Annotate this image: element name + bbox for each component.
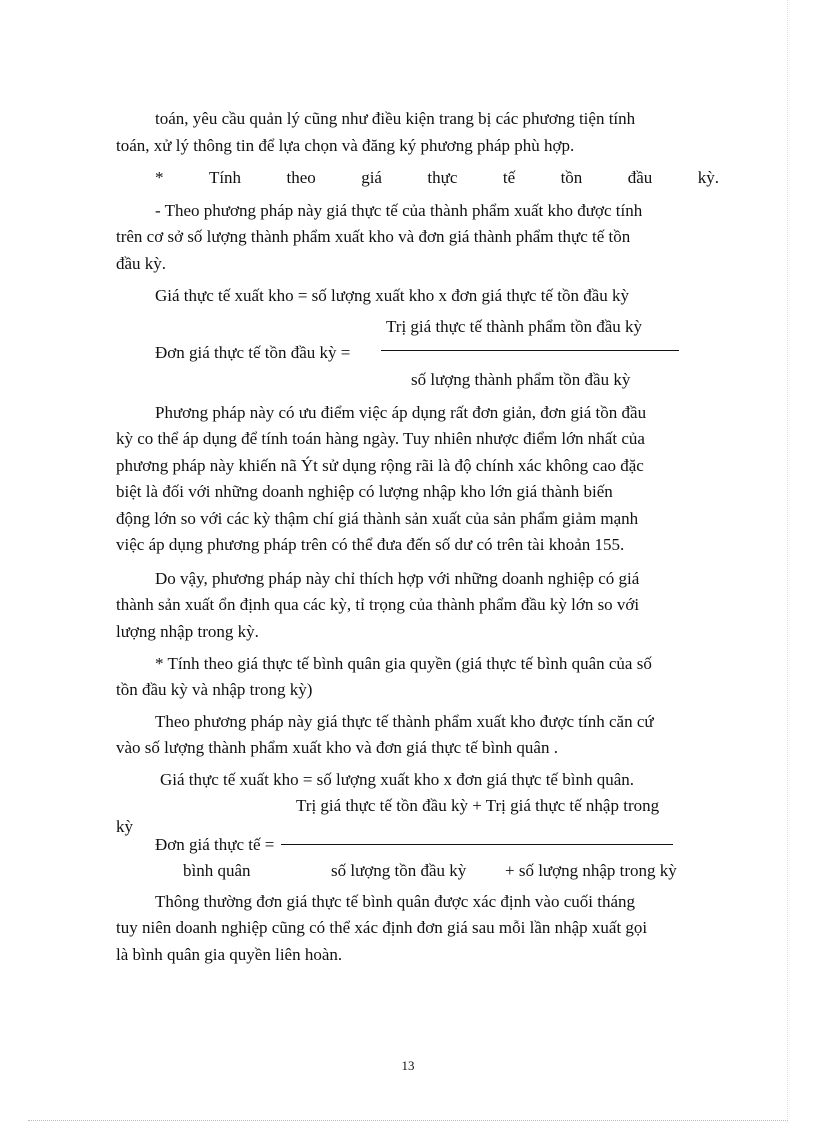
page-edge bbox=[787, 0, 788, 1123]
formula-line: Giá thực tế xuất kho = số lượng xuất kho x đơn giá thực tế tồn đầu kỳ bbox=[155, 286, 629, 305]
fraction-numerator-wrap: kỳ bbox=[116, 817, 133, 836]
text-line: thành sản xuất ổn định qua các kỳ, tỉ trọng của thành phẩm đầu kỳ lớn so với bbox=[116, 595, 640, 614]
page-number: 13 bbox=[401, 1058, 415, 1073]
text-line: toán, xử lý thông tin để lựa chọn và đăng ký phương pháp phù hợp. bbox=[116, 136, 575, 155]
formula-label: bình quân bbox=[183, 861, 251, 880]
text-line: là bình quân gia quyền liên hoàn. bbox=[116, 945, 343, 964]
formula-line: Giá thực tế xuất kho = số lượng xuất kho x đơn giá thực tế bình quân. bbox=[160, 770, 634, 789]
heading-word: đầu bbox=[627, 168, 653, 187]
text-line: tuy niên doanh nghiệp cũng có thể xác định đơn giá sau mỗi lần nhập xuất gọi bbox=[116, 918, 648, 937]
text-line: đầu kỳ. bbox=[116, 254, 167, 273]
heading-method-1 bbox=[155, 169, 719, 186]
heading-word: tồn bbox=[560, 168, 583, 187]
heading-word: Tính bbox=[208, 168, 242, 187]
text-line: việc áp dụng phương pháp trên có thể đưa đến số dư có trên tài khoản 155. bbox=[116, 535, 625, 554]
text-line: Thông thường đơn giá thực tế bình quân được xác định vào cuối tháng bbox=[155, 892, 635, 911]
text-line: kỳ co thể áp dụng để tính toán hàng ngày. Tuy nhiên nhược điểm lớn nhất của bbox=[116, 429, 645, 448]
text-line: trên cơ sở số lượng thành phẩm xuất kho và đơn giá thành phẩm thực tế tồn bbox=[116, 227, 631, 246]
heading-word: thực bbox=[427, 168, 458, 187]
fraction-denominator: số lượng thành phẩm tồn đầu kỳ bbox=[411, 370, 631, 389]
formula-label: Đơn giá thực tế = bbox=[155, 835, 275, 854]
fraction-numerator: Trị giá thực tế tồn đầu kỳ + Trị giá thực tế nhập trong bbox=[296, 796, 660, 815]
text-line: tồn đầu kỳ và nhập trong kỳ) bbox=[116, 680, 313, 699]
fraction-bar bbox=[381, 350, 679, 351]
text-line: toán, yêu cầu quản lý cũng như điều kiện trang bị các phương tiện tính bbox=[155, 109, 636, 128]
heading-method-2: * Tính theo giá thực tế bình quân gia quyền (giá thực tế bình quân của số bbox=[155, 654, 652, 673]
text-line: lượng nhập trong kỳ. bbox=[116, 622, 259, 641]
text-line: vào số lượng thành phẩm xuất kho và đơn giá thực tế bình quân . bbox=[116, 738, 558, 757]
formula-label: Đơn giá thực tế tồn đầu kỳ = bbox=[155, 343, 351, 362]
heading-word: tế bbox=[502, 168, 516, 187]
text-line: động lớn so với các kỳ thậm chí giá thành sản xuất của sản phẩm giảm mạnh bbox=[116, 509, 639, 528]
fraction-bar bbox=[281, 844, 673, 845]
fraction-denominator: + số lượng nhập trong kỳ bbox=[505, 861, 677, 880]
heading-word: theo bbox=[286, 168, 316, 187]
text-line: Do vậy, phương pháp này chỉ thích hợp với những doanh nghiệp có giá bbox=[155, 569, 640, 588]
text-line: Phương pháp này có ưu điểm việc áp dụng rất đơn giản, đơn giá tồn đầu bbox=[155, 403, 647, 422]
fraction-numerator: Trị giá thực tế thành phẩm tồn đầu kỳ bbox=[386, 317, 642, 336]
heading-word: giá bbox=[361, 168, 382, 187]
text-line: biệt là đối với những doanh nghiệp có lượng nhập kho lớn giá thành biến bbox=[116, 482, 613, 501]
fraction-denominator: số lượng tồn đầu kỳ bbox=[331, 861, 467, 880]
heading-word: kỳ. bbox=[697, 168, 719, 187]
heading-word: * bbox=[155, 168, 164, 187]
text-line: Theo phương pháp này giá thực tế thành phẩm xuất kho được tính căn cứ bbox=[155, 712, 654, 731]
page-border bbox=[28, 1120, 788, 1121]
text-line: phương pháp này khiến nã Ýt sử dụng rộng rãi là độ chính xác không cao đặc bbox=[116, 456, 644, 475]
text-line: - Theo phương pháp này giá thực tế của thành phẩm xuất kho được tính bbox=[155, 201, 643, 220]
